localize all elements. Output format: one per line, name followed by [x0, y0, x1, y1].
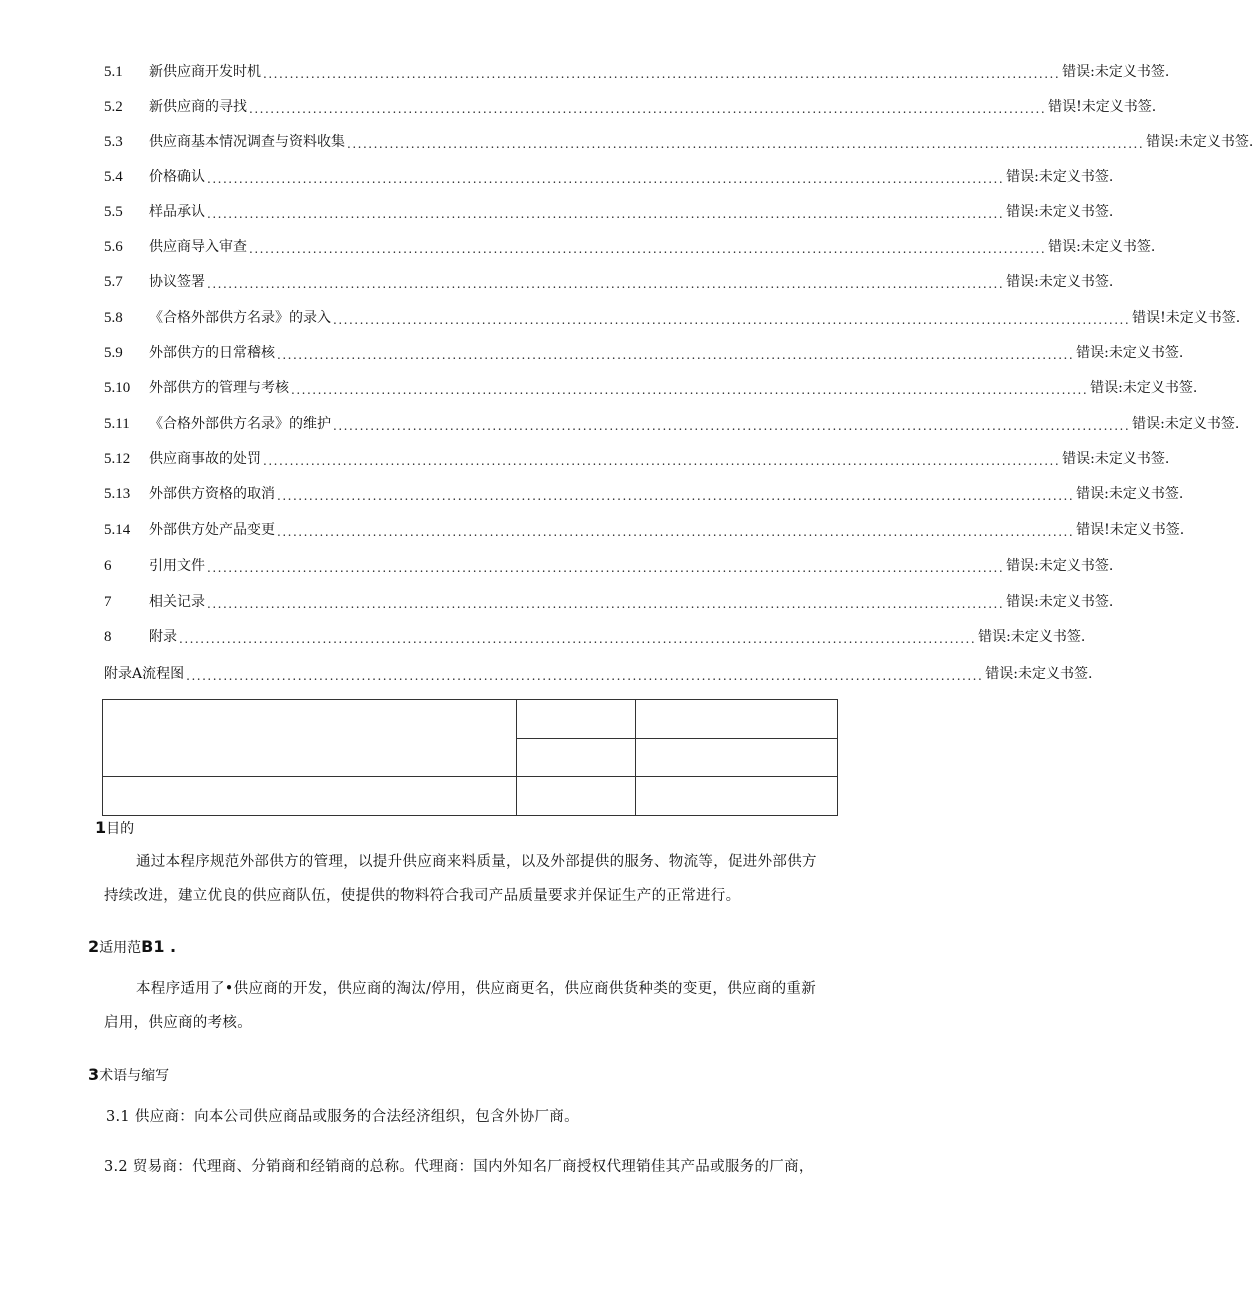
- toc-entry-title: 《合格外部供方名录》的维护: [149, 416, 331, 432]
- toc-entry-title: 样品承认: [149, 204, 205, 220]
- toc-entry[interactable]: [104, 61, 1170, 83]
- toc-entry-number: 5.14: [104, 522, 131, 538]
- toc-entry-page-ref: 错误:未定义书签.: [1006, 558, 1114, 574]
- toc-leader-dots: ......................................................................................................................................................: [277, 348, 1075, 362]
- toc-leader-dots: ......................................................................................................................................................: [263, 454, 1061, 468]
- toc-entry-number: 5.12: [104, 451, 131, 467]
- toc-entry-page-ref: 错误:未定义书签.: [1062, 451, 1170, 467]
- toc-entry-number: 6: [104, 558, 112, 574]
- toc-entry-number: 5.5: [104, 204, 123, 220]
- toc-leader-dots: ......................................................................................................................................................: [277, 525, 1075, 539]
- toc-leader-dots: ......................................................................................................................................................: [207, 277, 1005, 291]
- toc-entry-title: 外部供方处产品变更: [149, 522, 275, 538]
- toc-entry[interactable]: [104, 591, 1114, 613]
- toc-entry-number: 5.8: [104, 310, 123, 326]
- toc-entry-page-ref: 错误:未定义书签.: [978, 629, 1086, 645]
- toc-entry[interactable]: [104, 519, 1185, 541]
- toc-entry[interactable]: [104, 201, 1114, 223]
- section-heading-scope: [88, 937, 176, 957]
- toc-entry-title: 相关记录: [149, 594, 205, 610]
- section-heading-terms: [88, 1065, 169, 1085]
- toc-entry-page-ref: 错误:未定义书签.: [1090, 380, 1198, 396]
- toc-entry-title: 外部供方的管理与考核: [149, 380, 289, 396]
- toc-entry-page-ref: 错误:未定义书签.: [985, 666, 1093, 682]
- toc-entry-page-ref: 错误:未定义书签.: [1048, 239, 1156, 255]
- toc-entry-title: 协议签署: [149, 274, 205, 290]
- toc-entry-page-ref: 错误:未定义书签.: [1076, 345, 1184, 361]
- toc-entry-number: 5.13: [104, 486, 131, 502]
- section-number: 1: [95, 818, 107, 837]
- toc-entry-number: 5.1: [104, 64, 123, 80]
- toc-entry-number: 5.6: [104, 239, 123, 255]
- toc-entry[interactable]: [104, 96, 1157, 118]
- toc-entry-page-ref: 错误:未定义书签.: [1146, 134, 1253, 150]
- toc-entry-page-ref: 错误:未定义书签.: [1076, 486, 1184, 502]
- header-cell: [517, 700, 636, 739]
- toc-leader-dots: ......................................................................................................................................................: [333, 313, 1131, 327]
- toc-entry-page-ref: 错误!未定义书签.: [1048, 99, 1157, 115]
- section-title: 目的: [106, 821, 135, 837]
- toc-entry[interactable]: [104, 555, 1114, 577]
- toc-leader-dots: ......................................................................................................................................................: [207, 597, 1005, 611]
- toc-entry[interactable]: [104, 342, 1184, 364]
- toc-entry[interactable]: [104, 626, 1086, 648]
- toc-entry-title: 价格确认: [149, 169, 205, 185]
- toc-entry-title: 外部供方资格的取消: [149, 486, 275, 502]
- toc-entry[interactable]: [104, 236, 1156, 258]
- header-cell: [636, 777, 838, 816]
- toc-leader-dots: ......................................................................................................................................................: [347, 137, 1145, 151]
- toc-entry-page-ref: 错误:未定义书签.: [1006, 204, 1114, 220]
- toc-leader-dots: ......................................................................................................................................................: [179, 632, 977, 646]
- toc-entry-number: 5.2: [104, 99, 123, 115]
- toc-entry[interactable]: [104, 307, 1241, 329]
- toc-entry-title: 附录A流程图: [104, 666, 185, 682]
- toc-entry[interactable]: [104, 448, 1170, 470]
- section-number: 3: [88, 1065, 100, 1084]
- toc-entry-page-ref: 错误:未定义书签.: [1006, 169, 1114, 185]
- section-number: 2: [88, 937, 100, 956]
- header-cell: [517, 739, 636, 777]
- header-cell-title: [103, 700, 517, 777]
- toc-entry-title: 供应商导入审查: [149, 239, 247, 255]
- toc-entry[interactable]: [104, 413, 1240, 435]
- toc-leader-dots: ......................................................................................................................................................: [333, 419, 1131, 433]
- section-body-scope: 本程序适用了•供应商的开发，供应商的淘汰/停用，供应商更名，供应商供货种类的变更，供应商的重新启用，供应商的考核。: [104, 981, 817, 1031]
- toc-entry-title: 新供应商的寻找: [149, 99, 247, 115]
- toc-entry-page-ref: 错误!未定义书签.: [1076, 522, 1185, 538]
- section-heading-purpose: [95, 818, 134, 838]
- toc-entry-number: 5.4: [104, 169, 123, 185]
- toc-entry-number: 5.10: [104, 380, 131, 396]
- toc-entry-number: 7: [104, 594, 112, 610]
- toc-entry[interactable]: [104, 377, 1198, 399]
- toc-entry[interactable]: [104, 271, 1114, 293]
- toc-leader-dots: ......................................................................................................................................................: [249, 242, 1047, 256]
- toc-leader-dots: ......................................................................................................................................................: [291, 383, 1089, 397]
- toc-entry-appendix[interactable]: [104, 663, 1093, 685]
- document-header-table: [102, 699, 838, 816]
- toc-entry-number: 5.9: [104, 345, 123, 361]
- toc-leader-dots: ......................................................................................................................................................: [207, 207, 1005, 221]
- toc-entry[interactable]: [104, 131, 1253, 153]
- toc-entry-number: 8: [104, 629, 112, 645]
- section-title: 术语与缩写: [99, 1068, 170, 1084]
- toc-entry-title: 供应商基本情况调查与资料收集: [149, 134, 345, 150]
- toc-entry-title: 供应商事故的处罚: [149, 451, 261, 467]
- toc-entry-page-ref: 错误:未定义书签.: [1006, 274, 1114, 290]
- toc-leader-dots: ......................................................................................................................................................: [207, 561, 1005, 575]
- toc-entry-title: 新供应商开发时机: [149, 64, 261, 80]
- toc-entry-page-ref: 错误:未定义书签.: [1062, 64, 1170, 80]
- header-cell: [517, 777, 636, 816]
- toc-entry[interactable]: [104, 483, 1184, 505]
- toc-leader-dots: ......................................................................................................................................................: [186, 669, 984, 683]
- header-cell: [103, 777, 517, 816]
- toc-entry-number: 5.11: [104, 416, 130, 432]
- header-cell: [636, 739, 838, 777]
- toc-entry-title: 附录: [149, 629, 177, 645]
- toc-leader-dots: ......................................................................................................................................................: [249, 102, 1047, 116]
- section-title-suffix: B1 .: [141, 937, 177, 956]
- toc-entry[interactable]: [104, 166, 1114, 188]
- toc-leader-dots: ......................................................................................................................................................: [207, 172, 1005, 186]
- term-trader: 3.2 贸易商：代理商、分销商和经销商的总称。代理商：国内外知名厂商授权代理销佳其产品或服务的厂商，: [104, 1159, 814, 1175]
- toc-entry-page-ref: 错误!未定义书签.: [1132, 310, 1241, 326]
- header-cell: [636, 700, 838, 739]
- section-title: 适用范: [99, 940, 142, 956]
- toc-entry-title: 外部供方的日常稽核: [149, 345, 275, 361]
- toc-entry-number: 5.7: [104, 274, 123, 290]
- toc-entry-page-ref: 错误:未定义书签.: [1006, 594, 1114, 610]
- toc-entry-page-ref: 错误:未定义书签.: [1132, 416, 1240, 432]
- term-supplier: 3.1 供应商：向本公司供应商品或服务的合法经济组织，包含外协厂商。: [106, 1109, 579, 1125]
- toc-leader-dots: ......................................................................................................................................................: [277, 489, 1075, 503]
- toc-entry-title: 《合格外部供方名录》的录入: [149, 310, 331, 326]
- toc-entry-number: 5.3: [104, 134, 123, 150]
- toc-leader-dots: ......................................................................................................................................................: [263, 67, 1061, 81]
- section-body-purpose: 通过本程序规范外部供方的管理，以提升供应商来料质量，以及外部提供的服务、物流等，促进外部供方持续改进，建立优良的供应商队伍，使提供的物料符合我司产品质量要求并保证生产的正常进行。: [104, 854, 817, 904]
- toc-entry-title: 引用文件: [149, 558, 205, 574]
